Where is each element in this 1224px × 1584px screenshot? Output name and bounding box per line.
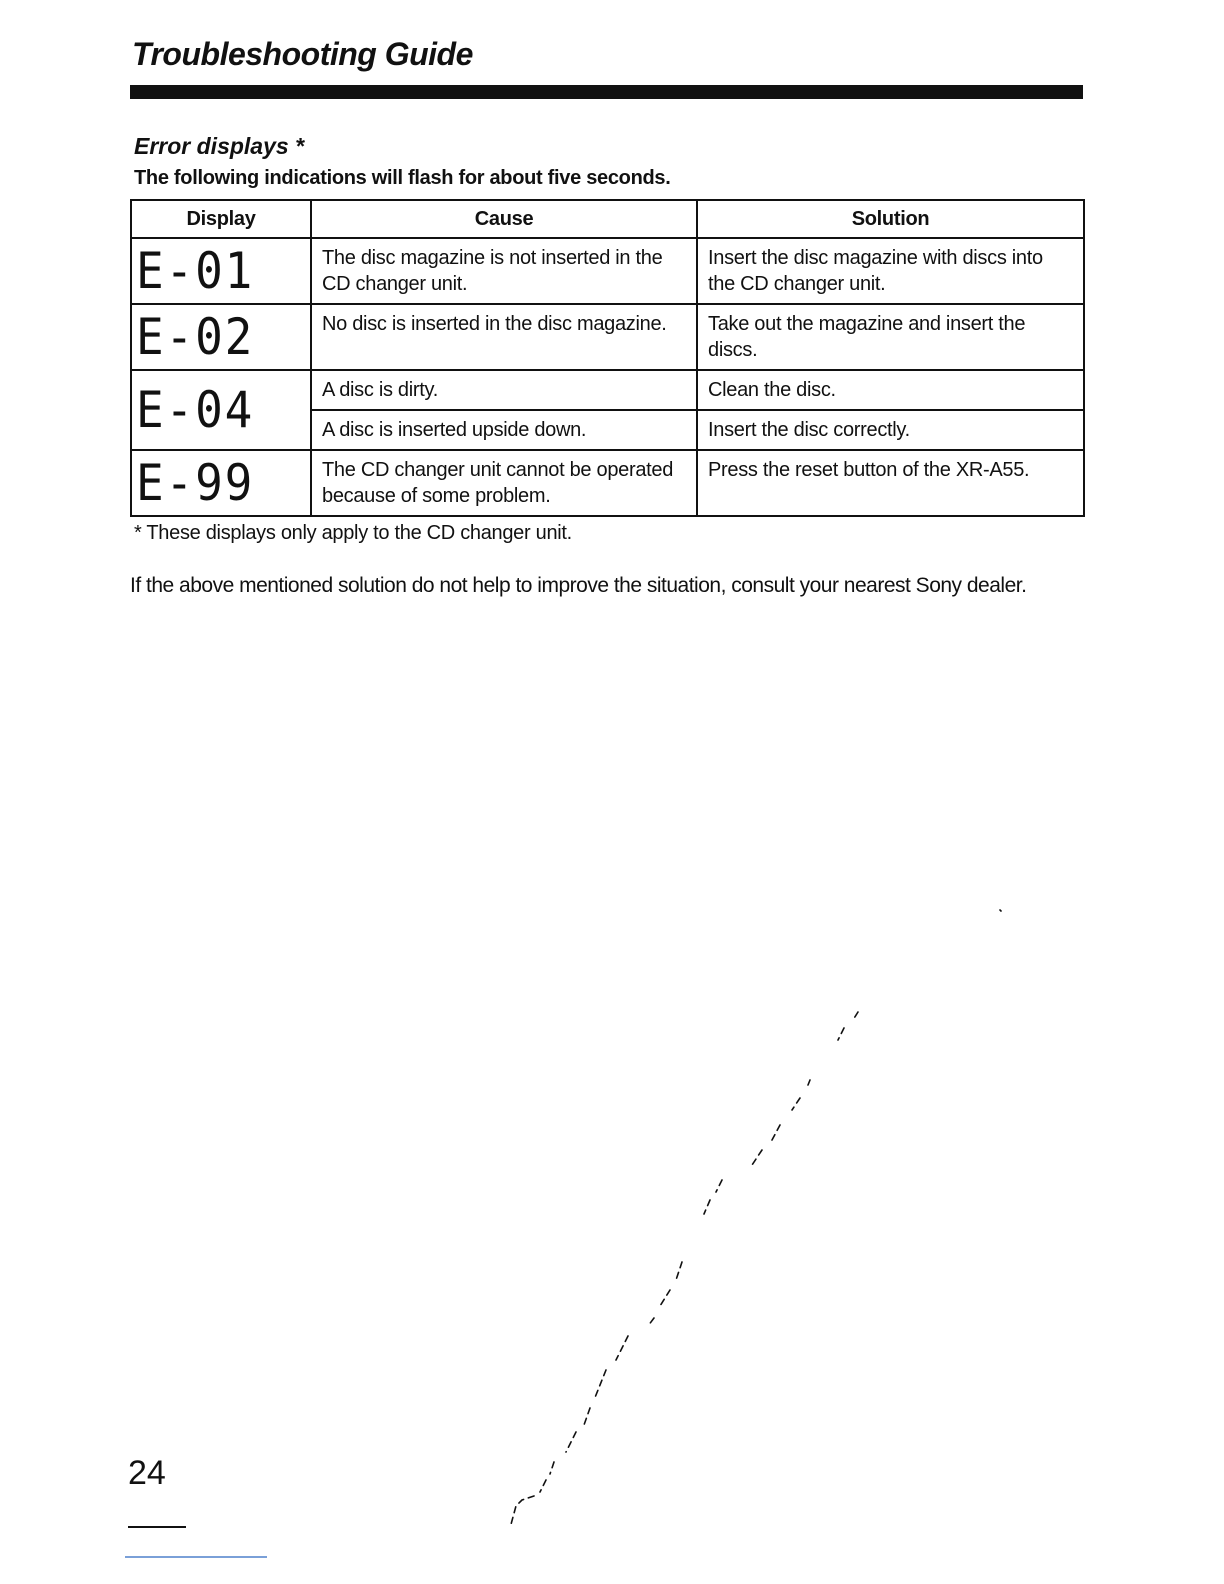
solution-cell: Clean the disc. — [697, 370, 1084, 410]
error-code: E-02 — [136, 308, 255, 366]
solution-cell: Insert the disc magazine with discs into the CD changer unit. — [697, 238, 1084, 304]
section-title: Error displays * — [134, 133, 305, 159]
page-number: 24 — [128, 1454, 166, 1492]
page-title: Troubleshooting Guide — [132, 36, 473, 72]
header-cause: Cause — [311, 200, 697, 238]
error-code: E-04 — [136, 381, 255, 439]
cause-cell: No disc is inserted in the disc magazine. — [311, 304, 697, 370]
section-intro: The following indications will flash for about five seconds. — [134, 167, 671, 189]
cause-cell: A disc is inserted upside down. — [311, 410, 697, 450]
header-solution: Solution — [697, 200, 1084, 238]
error-code: E-01 — [136, 242, 255, 300]
solution-cell: Insert the disc correctly. — [697, 410, 1084, 450]
footnote: * These displays only apply to the CD changer unit. — [134, 522, 572, 544]
solution-cell: Take out the magazine and insert the discs. — [697, 304, 1084, 370]
advice-text: If the above mentioned solution do not help to improve the situation, consult your nearest Sony dealer. — [130, 574, 1027, 597]
footer-rule — [128, 1526, 186, 1528]
header-display: Display — [131, 200, 311, 238]
footer-link-underline — [125, 1556, 267, 1558]
cause-cell: A disc is dirty. — [311, 370, 697, 410]
solution-cell: Press the reset button of the XR-A55. — [697, 450, 1084, 516]
cause-cell: The disc magazine is not inserted in the CD changer unit. — [311, 238, 697, 304]
error-code: E-99 — [136, 454, 255, 512]
cause-cell: The CD changer unit cannot be operated because of some problem. — [311, 450, 697, 516]
